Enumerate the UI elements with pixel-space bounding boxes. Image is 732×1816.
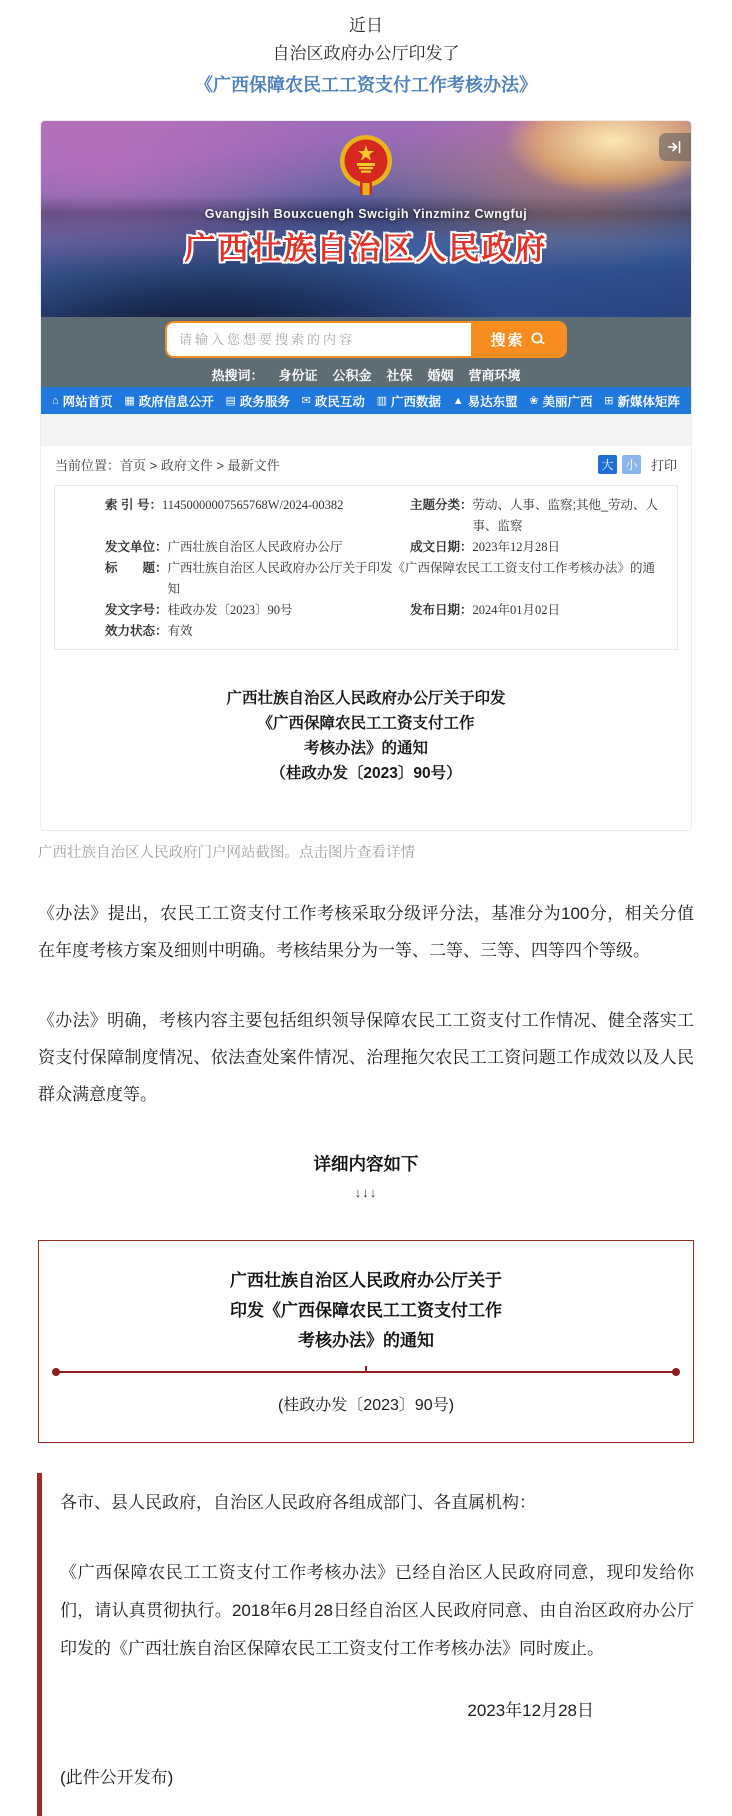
- notice-title-box: [38, 1240, 694, 1443]
- meta-pub-date-label: 发布日期：: [410, 603, 473, 617]
- nav-item-label: 网站首页: [62, 394, 113, 409]
- meta-index-label: 索 引 号：: [105, 498, 162, 512]
- meta-topic-value: 劳动、人事、监察;其他_劳动、人事、监察: [472, 498, 658, 533]
- search-button-label: 搜索: [490, 331, 525, 349]
- document-title-line-2: 《广西保障农民工工资支付工作: [257, 715, 475, 732]
- meta-doc-no-label: 发文字号：: [105, 603, 168, 617]
- gov-portal-screenshot[interactable]: [40, 120, 692, 831]
- search-bar: [165, 321, 567, 358]
- meta-doc-no-value: 桂政办发〔2023〕90号: [167, 603, 293, 617]
- meta-index-value: 11450000007565768W/2024-00382: [161, 498, 344, 512]
- nav-item-label: 易达东盟: [467, 394, 518, 409]
- nav-item-label: 政民互动: [314, 394, 365, 409]
- hot-word-id-card[interactable]: 身份证: [278, 367, 318, 383]
- breadcrumb-label: 当前位置：: [55, 458, 121, 473]
- document-title-block: [41, 650, 691, 830]
- info-disclosure-icon: ▦: [124, 395, 135, 407]
- meta-status-label: 效力状态：: [105, 624, 168, 638]
- nav-item-info-disclosure[interactable]: [124, 392, 213, 410]
- meta-written-date-label: 成文日期：: [410, 540, 473, 554]
- notice-title-line-1: 广西壮族自治区人民政府办公厅关于: [230, 1271, 502, 1290]
- detail-heading: 详细内容如下: [313, 1154, 419, 1174]
- document-title-line-3: 考核办法》的通知: [303, 740, 428, 757]
- letter-footnote: (此件公开发布): [60, 1768, 174, 1787]
- nav-item-media-matrix[interactable]: [604, 392, 680, 410]
- meta-status-value: 有效: [167, 624, 193, 638]
- nav-item-guangxi-data[interactable]: [377, 392, 441, 410]
- breadcrumb: [41, 446, 691, 483]
- letter-salutation: 各市、县人民政府，自治区人民政府各组成部门、各直属机构：: [60, 1493, 536, 1512]
- magnifier-icon: [530, 331, 546, 347]
- hot-word-housing-fund[interactable]: 公积金: [332, 367, 372, 383]
- article-paragraph-2: 《办法》明确，考核内容主要包括组织领导保障农民工工资支付工作情况、健全落实工资支付保障制度情况、依法查处案件情况、治理拖欠农民工工资问题工作成效以及人民群众满意度等。: [38, 1011, 694, 1104]
- search-input[interactable]: [167, 323, 471, 356]
- divider-band: [41, 414, 691, 446]
- meta-row: [105, 621, 665, 642]
- intro-section: [0, 0, 732, 100]
- document-title-line-1: 广西壮族自治区人民政府办公厅关于印发: [226, 690, 506, 707]
- site-name: 广西壮族自治区人民政府: [184, 231, 548, 266]
- meta-row: [105, 558, 665, 600]
- national-emblem-icon: [338, 133, 394, 206]
- meta-unit-label: 发文单位：: [105, 540, 168, 554]
- asean-landmark-icon: ▲: [452, 394, 464, 407]
- meta-row: [105, 495, 665, 537]
- divider-dot-left: [52, 1368, 60, 1376]
- data-monitor-icon: ▥: [376, 395, 387, 407]
- gov-service-icon: ▤: [225, 395, 236, 407]
- meta-pub-date-value: 2024年01月02日: [472, 603, 561, 617]
- hot-word-business-env[interactable]: 营商环境: [468, 367, 521, 383]
- font-size-large-button[interactable]: 大: [598, 455, 617, 474]
- search-button[interactable]: [471, 323, 565, 356]
- expand-arrow-icon[interactable]: [659, 133, 691, 161]
- divider-dot-right: [672, 1368, 680, 1376]
- meta-unit-value: 广西壮族自治区人民政府办公厅: [167, 540, 343, 554]
- notice-title-line-3: 考核办法》的通知: [298, 1331, 434, 1350]
- nav-item-label: 新媒体矩阵: [617, 394, 680, 409]
- home-icon: ⌂: [52, 394, 59, 407]
- print-button[interactable]: 打印: [650, 458, 677, 473]
- nav-item-label: 政务服务: [239, 394, 290, 409]
- letter-date: 2023年12月28日: [467, 1701, 594, 1720]
- font-size-small-button[interactable]: 小: [622, 455, 641, 474]
- media-matrix-icon: ⊞: [604, 395, 614, 407]
- nav-item-home[interactable]: [52, 392, 113, 410]
- nav-item-asean[interactable]: [453, 392, 518, 410]
- nav-item-label: 政府信息公开: [138, 394, 214, 409]
- nav-item-interaction[interactable]: [302, 392, 365, 410]
- hot-word-marriage[interactable]: 婚姻: [427, 367, 454, 383]
- meta-row: [105, 600, 665, 621]
- scenery-photo-icon: ❀: [529, 395, 539, 407]
- meta-written-date-value: 2023年12月28日: [472, 540, 561, 554]
- hot-search-label: 热搜词：: [211, 367, 264, 383]
- hot-search-row: [211, 365, 520, 384]
- portal-nav-bar: [41, 387, 691, 414]
- letter-paragraph: 《广西保障农民工工资支付工作考核办法》已经自治区人民政府同意，现印发给你们，请认真贯彻执行。2018年6月28日经自治区人民政府同意、由自治区政府办公厅印发的《广西壮族自治区保障农民工工资支付工作考核办法》同时废止。: [60, 1563, 694, 1658]
- breadcrumb-path[interactable]: 首页 > 政府文件 > 最新文件: [120, 458, 280, 473]
- meta-title-label: 标 题：: [105, 561, 168, 575]
- letter-body-section: [37, 1473, 694, 1816]
- nav-item-beautiful-guangxi[interactable]: [529, 392, 592, 410]
- meta-row: [105, 537, 665, 558]
- page-tools: [598, 455, 677, 474]
- portal-hero-banner: [41, 121, 691, 317]
- notice-divider-line: [53, 1371, 679, 1373]
- document-meta-table: [54, 485, 678, 650]
- site-name-zhuang: Gvangjsih Bouxcuengh Swcigih Yinzminz Cwngfuj: [204, 207, 528, 221]
- document-title-doc-no: （桂政办发〔2023〕90号）: [270, 765, 462, 782]
- nav-item-label: 美丽广西: [542, 394, 593, 409]
- notice-doc-number: (桂政办发〔2023〕90号): [277, 1397, 455, 1414]
- divider-center-tick: [365, 1366, 367, 1371]
- hot-word-social-security[interactable]: 社保: [386, 367, 413, 383]
- meta-title-value: 广西壮族自治区人民政府办公厅关于印发《广西保障农民工工资支付工作考核办法》的通知: [167, 561, 656, 596]
- meta-topic-label: 主题分类：: [410, 498, 473, 512]
- interaction-icon: ✉: [301, 395, 311, 407]
- nav-item-label: 广西数据: [390, 394, 441, 409]
- nav-item-gov-service[interactable]: [226, 392, 290, 410]
- intro-line-2: 自治区政府办公厅印发了: [272, 44, 460, 63]
- intro-document-title: 《广西保障农民工工资支付工作考核办法》: [195, 75, 537, 95]
- down-arrows-icon: ↓↓↓: [354, 1185, 378, 1200]
- article-paragraph-1: 《办法》提出，农民工工资支付工作考核采取分级评分法，基准分为100分，相关分值在年度考核方案及细则中明确。考核结果分为一等、二等、三等、四等四个等级。: [38, 904, 694, 960]
- notice-title-line-2: 印发《广西保障农民工工资支付工作: [230, 1301, 502, 1320]
- image-caption: 广西壮族自治区人民政府门户网站截图。点击图片查看详情: [38, 845, 415, 861]
- intro-line-1: 近日: [349, 16, 383, 35]
- search-panel: [41, 317, 691, 387]
